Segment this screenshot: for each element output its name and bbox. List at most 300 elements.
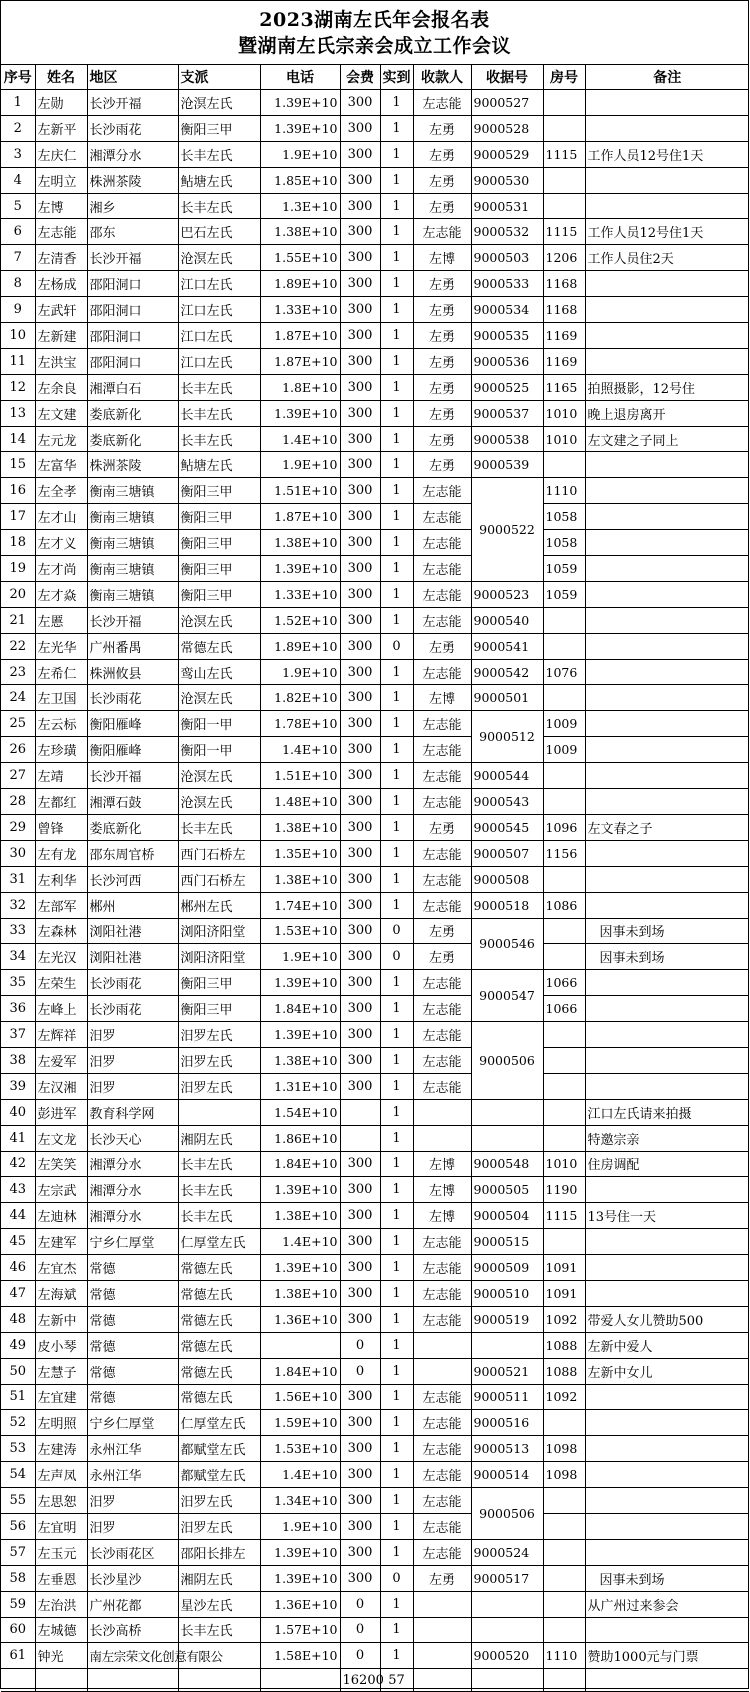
cell-index: 48 <box>1 1306 35 1332</box>
cell-payee: 左勇 <box>413 323 471 349</box>
cell-room <box>543 1565 585 1591</box>
cell-region: 长沙开福 <box>87 763 178 789</box>
table-row <box>1 944 749 970</box>
cell-index: 23 <box>1 659 35 685</box>
table-row <box>1 1177 749 1203</box>
cell-notes <box>585 866 749 892</box>
cell-fee: 300 <box>340 1488 380 1514</box>
cell-notes <box>585 1177 749 1203</box>
cell-receipt: 9000523 <box>471 581 543 607</box>
table-row <box>1 1151 749 1177</box>
cell-room: 1066 <box>543 970 585 996</box>
cell-notes <box>585 1073 749 1099</box>
cell-phone: 1.87E+10 <box>260 504 340 530</box>
cell-fee: 300 <box>340 297 380 323</box>
cell-name: 左治洪 <box>35 1591 87 1617</box>
cell-name: 左宗武 <box>35 1177 87 1203</box>
cell-room: 1076 <box>543 659 585 685</box>
cell-notes <box>585 1280 749 1306</box>
cell-room <box>543 918 585 944</box>
table-row <box>1 323 749 349</box>
cell-attended: 1 <box>380 1358 413 1384</box>
cell-room: 1010 <box>543 1151 585 1177</box>
cell-fee: 300 <box>340 996 380 1022</box>
cell-attended: 0 <box>380 633 413 659</box>
cell-fee: 300 <box>340 1177 380 1203</box>
title-sub: 暨湖南左氏宗亲会成立工作会议 <box>237 34 511 57</box>
cell-receipt: 9000539 <box>471 452 543 478</box>
cell-notes <box>585 504 749 530</box>
cell-attended: 1 <box>380 348 413 374</box>
cell-attended: 1 <box>380 556 413 582</box>
cell-payee: 左志能 <box>413 737 471 763</box>
cell-index: 26 <box>1 737 35 763</box>
cell-phone: 1.53E+10 <box>260 1436 340 1462</box>
cell-receipt: 9000540 <box>471 607 543 633</box>
cell-phone: 1.74E+10 <box>260 892 340 918</box>
cell-index: 35 <box>1 970 35 996</box>
cell-index: 6 <box>1 219 35 245</box>
cell-name: 左靖 <box>35 763 87 789</box>
cell-payee: 左志能 <box>413 1022 471 1048</box>
title-block <box>1 1 748 65</box>
cell-attended: 1 <box>380 711 413 737</box>
cell-name: 左勋 <box>35 90 87 116</box>
cell-region: 常德 <box>87 1280 178 1306</box>
cell-receipt: 9000510 <box>471 1280 543 1306</box>
cell-attended: 1 <box>380 323 413 349</box>
cell-region: 宁乡仁厚堂 <box>87 1410 178 1436</box>
cell-receipt: 9000529 <box>471 141 543 167</box>
cell-attended: 0 <box>380 918 413 944</box>
cell-index: 40 <box>1 1099 35 1125</box>
cell-index: 49 <box>1 1332 35 1358</box>
cell-name: 左辉祥 <box>35 1022 87 1048</box>
cell-room <box>543 685 585 711</box>
cell-room: 1110 <box>543 478 585 504</box>
cell-payee: 左志能 <box>413 970 471 996</box>
cell-payee: 左志能 <box>413 1384 471 1410</box>
cell-attended: 1 <box>380 1513 413 1539</box>
cell-branch: 沧溟左氏 <box>178 685 260 711</box>
cell-attended: 1 <box>380 115 413 141</box>
cell-fee: 300 <box>340 323 380 349</box>
cell-room: 1169 <box>543 323 585 349</box>
cell-payee: 左志能 <box>413 1255 471 1281</box>
cell-room: 1009 <box>543 737 585 763</box>
table-row <box>1 1488 749 1514</box>
cell-fee: 0 <box>340 1591 380 1617</box>
cell-region: 长沙雨花 <box>87 970 178 996</box>
cell-branch: 沧溟左氏 <box>178 90 260 116</box>
cell-name: 左余良 <box>35 374 87 400</box>
col-header-name: 姓名 <box>35 65 87 90</box>
cell-branch: 浏阳济阳堂 <box>178 918 260 944</box>
cell-phone: 1.9E+10 <box>260 141 340 167</box>
cell-notes <box>585 556 749 582</box>
cell-index: 18 <box>1 530 35 556</box>
table-row <box>1 685 749 711</box>
cell-name: 左才焱 <box>35 581 87 607</box>
cell-phone: 1.59E+10 <box>260 1410 340 1436</box>
cell-name: 左卫国 <box>35 685 87 711</box>
cell-fee: 300 <box>340 607 380 633</box>
cell-index: 16 <box>1 478 35 504</box>
cell-branch: 汨罗左氏 <box>178 1022 260 1048</box>
table-row <box>1 1617 749 1643</box>
cell-notes: 因事未到场 <box>585 918 749 944</box>
cell-payee: 左勇 <box>413 167 471 193</box>
cell-notes: 工作人员12号住1天 <box>585 219 749 245</box>
cell-notes <box>585 1617 749 1643</box>
cell-region: 常德 <box>87 1255 178 1281</box>
cell-branch: 西门石桥左 <box>178 840 260 866</box>
cell-payee: 左勇 <box>413 374 471 400</box>
cell-attended: 1 <box>380 1203 413 1229</box>
cell-attended: 1 <box>380 1177 413 1203</box>
cell-attended: 1 <box>380 530 413 556</box>
cell-phone: 1.38E+10 <box>260 219 340 245</box>
cell-name: 左慧子 <box>35 1358 87 1384</box>
title-main: 2023湖南左氏年会报名表 <box>259 8 490 31</box>
table-row <box>1 1280 749 1306</box>
cell-region: 长沙雨花 <box>87 115 178 141</box>
cell-room <box>543 1047 585 1073</box>
cell-receipt: 9000532 <box>471 219 543 245</box>
col-header-phone: 电话 <box>260 65 340 90</box>
cell-attended: 1 <box>380 892 413 918</box>
cell-room: 1091 <box>543 1255 585 1281</box>
cell-payee: 左勇 <box>413 141 471 167</box>
cell-index: 1 <box>1 90 35 116</box>
cell-payee: 左志能 <box>413 659 471 685</box>
cell-notes <box>585 1513 749 1539</box>
cell-fee: 300 <box>340 452 380 478</box>
cell-branch: 沧溟左氏 <box>178 763 260 789</box>
cell-index: 42 <box>1 1151 35 1177</box>
cell-branch <box>178 1099 260 1125</box>
cell-name: 左杨成 <box>35 271 87 297</box>
cell-payee: 左志能 <box>413 892 471 918</box>
cell-phone: 1.84E+10 <box>260 1151 340 1177</box>
cell-name: 左声凤 <box>35 1462 87 1488</box>
cell-fee: 300 <box>340 1203 380 1229</box>
cell-attended: 0 <box>380 944 413 970</box>
table-row <box>1 530 749 556</box>
cell-phone: 1.54E+10 <box>260 1099 340 1125</box>
cell-index: 17 <box>1 504 35 530</box>
totals-row <box>1 1669 749 1692</box>
cell-receipt: 9000548 <box>471 1151 543 1177</box>
cell-name: 皮小琴 <box>35 1332 87 1358</box>
cell-payee: 左志能 <box>413 581 471 607</box>
cell-attended: 1 <box>380 607 413 633</box>
cell-attended: 1 <box>380 1384 413 1410</box>
cell-phone: 1.4E+10 <box>260 737 340 763</box>
cell-room <box>543 607 585 633</box>
cell-index: 33 <box>1 918 35 944</box>
cell-name: 彭进军 <box>35 1099 87 1125</box>
cell-payee: 左博 <box>413 1177 471 1203</box>
cell-fee: 300 <box>340 193 380 219</box>
cell-attended: 1 <box>380 400 413 426</box>
cell-name: 钟光 <box>35 1643 87 1669</box>
cell-fee: 0 <box>340 1332 380 1358</box>
cell-fee: 300 <box>340 530 380 556</box>
cell-fee: 300 <box>340 814 380 840</box>
cell-notes <box>585 737 749 763</box>
table-row <box>1 245 749 271</box>
cell-index: 3 <box>1 141 35 167</box>
cell-branch: 沧溟左氏 <box>178 607 260 633</box>
table-row <box>1 167 749 193</box>
cell-notes: 住房调配 <box>585 1151 749 1177</box>
cell-receipt: 9000546 <box>471 918 543 970</box>
cell-room: 1115 <box>543 219 585 245</box>
cell-fee: 300 <box>340 1280 380 1306</box>
cell-payee: 左博 <box>413 1151 471 1177</box>
cell-name: 左富华 <box>35 452 87 478</box>
cell-region: 长沙雨花 <box>87 996 178 1022</box>
cell-fee: 300 <box>340 1462 380 1488</box>
table-row <box>1 1384 749 1410</box>
cell-fee: 300 <box>340 1255 380 1281</box>
cell-fee: 300 <box>340 1229 380 1255</box>
cell-phone: 1.87E+10 <box>260 348 340 374</box>
cell-room: 1169 <box>543 348 585 374</box>
cell-region: 邵阳洞口 <box>87 297 178 323</box>
table-row <box>1 426 749 452</box>
cell-name: 左云标 <box>35 711 87 737</box>
table-row <box>1 374 749 400</box>
table-row <box>1 737 749 763</box>
cell-notes: 左文春之子 <box>585 814 749 840</box>
cell-receipt: 9000509 <box>471 1255 543 1281</box>
cell-notes: 工作人员12号住1天 <box>585 141 749 167</box>
cell-index: 59 <box>1 1591 35 1617</box>
table-row <box>1 970 749 996</box>
cell-fee: 300 <box>340 1539 380 1565</box>
cell-notes <box>585 115 749 141</box>
table-row <box>1 763 749 789</box>
cell-attended: 1 <box>380 1617 413 1643</box>
cell-attended: 1 <box>380 1436 413 1462</box>
table-row <box>1 400 749 426</box>
cell-fee: 300 <box>340 1410 380 1436</box>
cell-phone: 1.55E+10 <box>260 245 340 271</box>
cell-index: 36 <box>1 996 35 1022</box>
cell-attended: 1 <box>380 219 413 245</box>
cell-phone: 1.36E+10 <box>260 1306 340 1332</box>
table-body <box>1 90 749 1669</box>
cell-phone: 1.38E+10 <box>260 866 340 892</box>
cell-branch: 常德左氏 <box>178 1255 260 1281</box>
cell-branch: 衡阳一甲 <box>178 737 260 763</box>
cell-region: 长沙开福 <box>87 90 178 116</box>
cell-receipt: 9000514 <box>471 1462 543 1488</box>
cell-branch: 巴石左氏 <box>178 219 260 245</box>
table-row <box>1 607 749 633</box>
cell-branch: 衡阳一甲 <box>178 711 260 737</box>
cell-attended: 1 <box>380 141 413 167</box>
cell-branch: 衡阳三甲 <box>178 581 260 607</box>
cell-branch: 湘阴左氏 <box>178 1565 260 1591</box>
cell-name: 左部军 <box>35 892 87 918</box>
cell-index: 8 <box>1 271 35 297</box>
cell-phone: 1.38E+10 <box>260 1280 340 1306</box>
cell-notes <box>585 1488 749 1514</box>
cell-region: 湘潭分水 <box>87 1177 178 1203</box>
cell-attended: 1 <box>380 1073 413 1099</box>
cell-notes <box>585 659 749 685</box>
cell-phone: 1.58E+10 <box>260 1643 340 1669</box>
cell-phone: 1.39E+10 <box>260 115 340 141</box>
cell-fee: 300 <box>340 374 380 400</box>
cell-room: 1066 <box>543 996 585 1022</box>
cell-receipt: 9000542 <box>471 659 543 685</box>
cell-attended: 1 <box>380 271 413 297</box>
cell-index: 22 <box>1 633 35 659</box>
cell-branch: 郴州左氏 <box>178 892 260 918</box>
cell-payee: 左博 <box>413 685 471 711</box>
cell-name: 左垂恩 <box>35 1565 87 1591</box>
cell-payee: 左勇 <box>413 633 471 659</box>
cell-branch: 西门石桥左 <box>178 866 260 892</box>
cell-notes <box>585 478 749 504</box>
cell-fee: 300 <box>340 685 380 711</box>
cell-region: 汨罗 <box>87 1513 178 1539</box>
cell-phone: 1.9E+10 <box>260 452 340 478</box>
cell-name: 左明立 <box>35 167 87 193</box>
cell-region: 邵阳洞口 <box>87 271 178 297</box>
cell-payee <box>413 1358 471 1384</box>
cell-region: 浏阳社港 <box>87 918 178 944</box>
cell-payee: 左勇 <box>413 944 471 970</box>
cell-phone: 1.57E+10 <box>260 1617 340 1643</box>
cell-room: 1092 <box>543 1306 585 1332</box>
cell-payee: 左志能 <box>413 556 471 582</box>
table-row <box>1 840 749 866</box>
cell-phone: 1.9E+10 <box>260 944 340 970</box>
cell-fee: 300 <box>340 970 380 996</box>
cell-room: 1190 <box>543 1177 585 1203</box>
cell-index: 50 <box>1 1358 35 1384</box>
table-row <box>1 581 749 607</box>
cell-payee: 左志能 <box>413 1306 471 1332</box>
cell-notes <box>585 581 749 607</box>
table-row <box>1 1410 749 1436</box>
cell-room <box>543 1229 585 1255</box>
cell-attended: 1 <box>380 1151 413 1177</box>
cell-attended: 1 <box>380 374 413 400</box>
cell-attended: 1 <box>380 1255 413 1281</box>
cell-receipt: 9000536 <box>471 348 543 374</box>
cell-fee: 300 <box>340 1306 380 1332</box>
cell-room: 1098 <box>543 1436 585 1462</box>
cell-receipt: 9000508 <box>471 866 543 892</box>
total-attended: 57 <box>380 1669 413 1692</box>
cell-fee: 0 <box>340 1617 380 1643</box>
cell-name: 左森林 <box>35 918 87 944</box>
cell-payee: 左志能 <box>413 1513 471 1539</box>
cell-region: 衡南三塘镇 <box>87 504 178 530</box>
cell-index: 27 <box>1 763 35 789</box>
cell-payee: 左志能 <box>413 219 471 245</box>
cell-phone: 1.39E+10 <box>260 1177 340 1203</box>
cell-receipt: 9000503 <box>471 245 543 271</box>
cell-fee: 300 <box>340 115 380 141</box>
table-row <box>1 193 749 219</box>
cell-receipt: 9000505 <box>471 1177 543 1203</box>
cell-room: 1098 <box>543 1462 585 1488</box>
cell-payee: 左勇 <box>413 348 471 374</box>
table-row <box>1 1203 749 1229</box>
cell-index: 14 <box>1 426 35 452</box>
cell-name: 左才尚 <box>35 556 87 582</box>
cell-region: 株洲攸县 <box>87 659 178 685</box>
cell-receipt <box>471 1099 543 1125</box>
cell-region: 湘潭分水 <box>87 1151 178 1177</box>
cell-region: 广州花都 <box>87 1591 178 1617</box>
cell-receipt: 9000519 <box>471 1306 543 1332</box>
cell-index: 51 <box>1 1384 35 1410</box>
cell-receipt: 9000507 <box>471 840 543 866</box>
cell-attended: 1 <box>380 478 413 504</box>
cell-region: 湘乡 <box>87 193 178 219</box>
cell-receipt: 9000528 <box>471 115 543 141</box>
cell-phone: 1.34E+10 <box>260 1488 340 1514</box>
table-row <box>1 1099 749 1125</box>
cell-room: 1010 <box>543 426 585 452</box>
cell-attended: 1 <box>380 1410 413 1436</box>
cell-index: 20 <box>1 581 35 607</box>
cell-payee <box>413 1099 471 1125</box>
cell-fee: 300 <box>340 1047 380 1073</box>
cell-fee: 300 <box>340 866 380 892</box>
cell-region: 湘潭石鼓 <box>87 789 178 815</box>
cell-phone: 1.9E+10 <box>260 1513 340 1539</box>
cell-branch: 江口左氏 <box>178 271 260 297</box>
cell-branch: 长丰左氏 <box>178 426 260 452</box>
cell-attended: 1 <box>380 1462 413 1488</box>
cell-fee: 300 <box>340 711 380 737</box>
cell-room <box>543 1591 585 1617</box>
table-row <box>1 478 749 504</box>
cell-notes <box>585 193 749 219</box>
cell-phone: 1.39E+10 <box>260 1022 340 1048</box>
cell-payee: 左志能 <box>413 1229 471 1255</box>
table-row <box>1 1643 749 1669</box>
cell-fee: 300 <box>340 581 380 607</box>
cell-receipt: 9000506 <box>471 1022 543 1100</box>
cell-region: 长沙雨花 <box>87 685 178 711</box>
cell-receipt: 9000525 <box>471 374 543 400</box>
cell-receipt: 9000533 <box>471 271 543 297</box>
cell-branch: 常德左氏 <box>178 1306 260 1332</box>
cell-payee: 左勇 <box>413 918 471 944</box>
cell-payee: 左志能 <box>413 1488 471 1514</box>
cell-branch: 鲇塘左氏 <box>178 452 260 478</box>
cell-room: 1058 <box>543 504 585 530</box>
cell-attended: 1 <box>380 970 413 996</box>
cell-room: 1156 <box>543 840 585 866</box>
cell-branch: 长丰左氏 <box>178 400 260 426</box>
cell-phone: 1.4E+10 <box>260 1462 340 1488</box>
cell-attended: 1 <box>380 1047 413 1073</box>
cell-attended: 1 <box>380 814 413 840</box>
cell-branch: 都赋堂左氏 <box>178 1462 260 1488</box>
cell-name: 左宜明 <box>35 1513 87 1539</box>
